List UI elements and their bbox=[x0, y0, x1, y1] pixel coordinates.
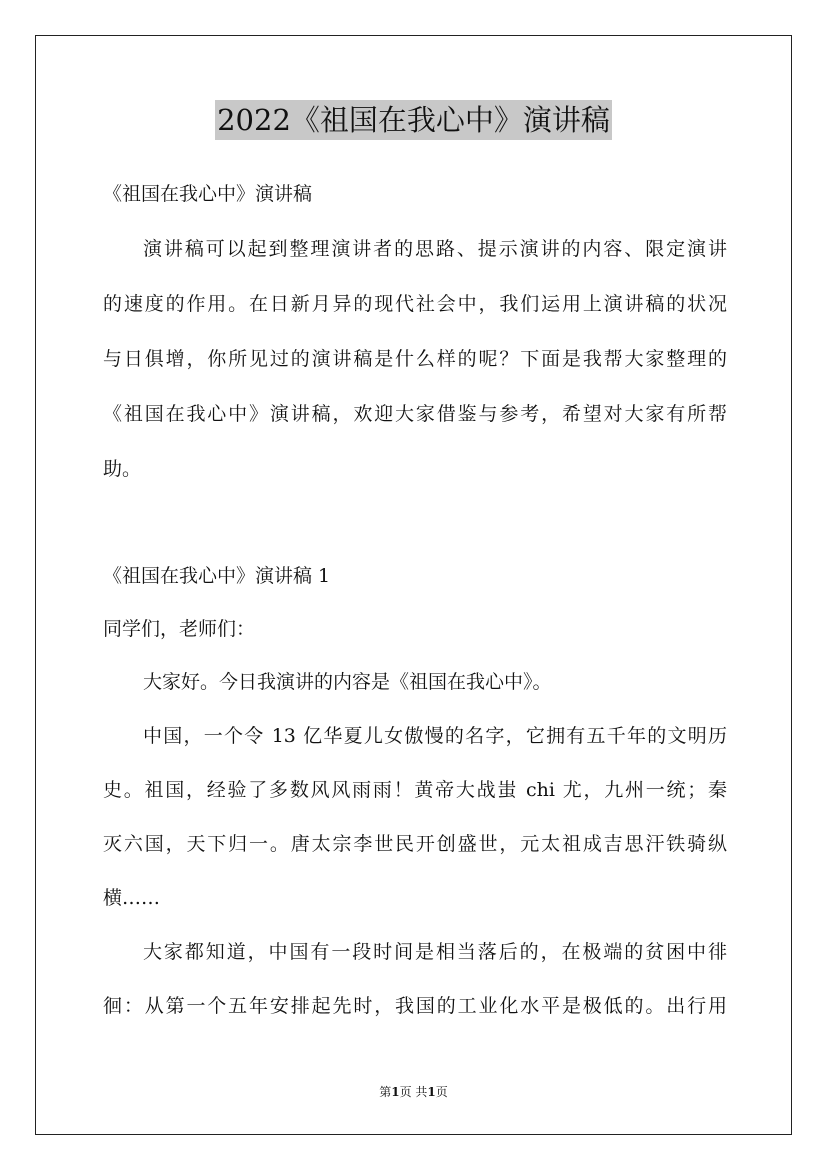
page-footer bbox=[0, 1084, 827, 1100]
para3-line-1: 大家都知道，中国有一段时间是相当落后的，在极端的贫困中徘 bbox=[143, 941, 727, 963]
footer-page-current: 1 bbox=[391, 1085, 400, 1099]
intro-line-3: 与日俱增，你所见过的演讲稿是什么样的呢？下面是我帮大家整理的 bbox=[103, 348, 727, 370]
footer-page-mid: 页 共 bbox=[399, 1085, 428, 1099]
para2-line-1: 中国，一个令 13 亿华夏儿女傲慢的名字，它拥有五千年的文明历 bbox=[143, 725, 727, 747]
para3-line-2: 徊：从第一个五年安排起先时，我国的工业化水平是极低的。出行用 bbox=[103, 995, 727, 1017]
para2-line-4: 横…… bbox=[103, 887, 161, 909]
document-title: 2022《祖国在我心中》演讲稿 bbox=[215, 100, 612, 140]
footer-page-prefix: 第 bbox=[379, 1085, 392, 1099]
intro-line-2: 的速度的作用。在日新月异的现代社会中，我们运用上演讲稿的状况 bbox=[103, 293, 727, 315]
intro-line-5: 助。 bbox=[103, 458, 142, 480]
footer-page-total: 1 bbox=[427, 1085, 436, 1099]
greeting: 同学们，老师们： bbox=[103, 618, 256, 640]
section1-heading: 《祖国在我心中》演讲稿 1 bbox=[103, 565, 331, 587]
footer-page-suffix: 页 bbox=[435, 1085, 448, 1099]
para2-line-2: 史。祖国，经验了多数风风雨雨！黄帝大战蚩 chi 尤，九州一统；秦 bbox=[103, 779, 727, 801]
intro-line-4: 《祖国在我心中》演讲稿，欢迎大家借鉴与参考，希望对大家有所帮 bbox=[103, 403, 727, 425]
para2-line-3: 灭六国，天下归一。唐太宗李世民开创盛世，元太祖成吉思汗铁骑纵 bbox=[103, 833, 727, 855]
subtitle: 《祖国在我心中》演讲稿 bbox=[103, 183, 313, 205]
intro-line-1: 演讲稿可以起到整理演讲者的思路、提示演讲的内容、限定演讲 bbox=[143, 238, 727, 260]
title-wrap bbox=[0, 100, 827, 140]
para1: 大家好。今日我演讲的内容是《祖国在我心中》。 bbox=[143, 671, 552, 693]
